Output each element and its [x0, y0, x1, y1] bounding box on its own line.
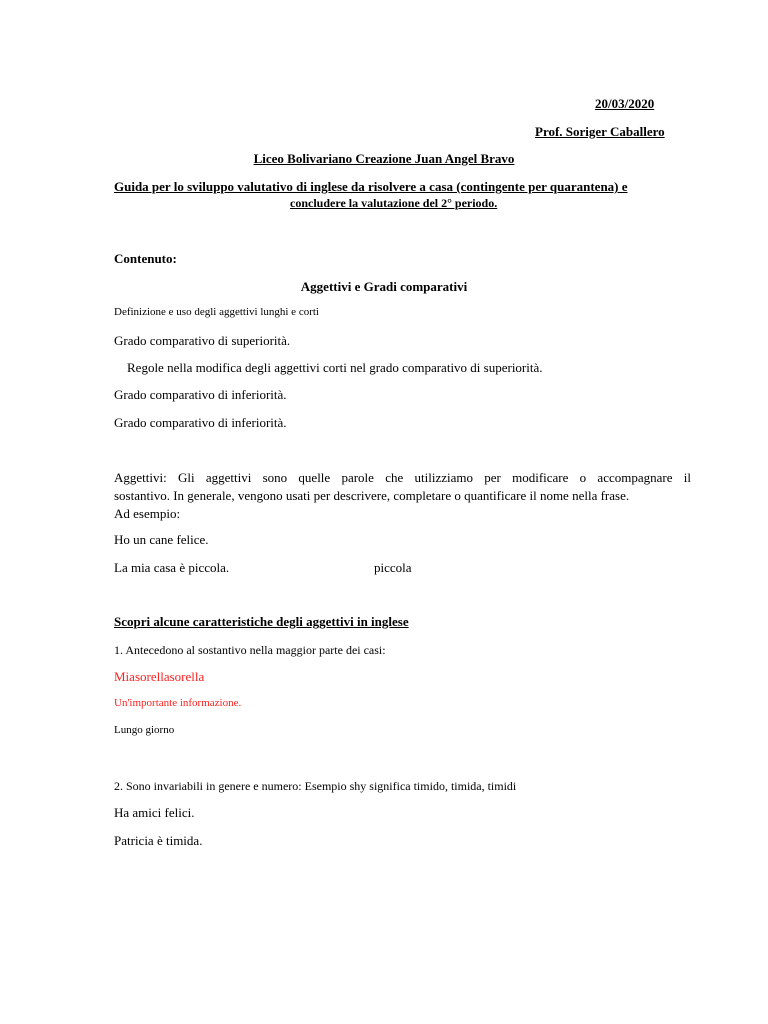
content-heading: Contenuto:	[114, 251, 177, 266]
content-item-2: Grado comparativo di superiorità.	[114, 333, 291, 348]
definition-line-1: Aggettivi: Gli aggettivi sono quelle parole che utilizziamo per modificare o accompagnare il	[114, 470, 691, 485]
school-name: Liceo Bolivariano Creazione Juan Angel Bravo	[253, 151, 515, 166]
example-sentence-3: Ha amici felici.	[114, 805, 195, 820]
example-sentence-1: Ho un cane felice.	[114, 532, 209, 547]
features-heading-text: Scopri alcune caratteristiche degli aggettivi in inglese	[114, 614, 409, 629]
content-item-1: Definizione e uso degli aggettivi lunghi e corti	[114, 306, 319, 318]
content-item-5: Grado comparativo di inferiorità.	[114, 415, 287, 430]
definition-paragraph	[114, 469, 691, 523]
features-heading	[114, 614, 467, 630]
example-word-piccola: piccola	[374, 560, 412, 575]
topic-title: Aggettivi e Gradi comparativi	[300, 279, 468, 294]
feature-point-1: 1. Antecedono al sostantivo nella maggior parte dei casi:	[114, 643, 386, 657]
red-example-1: Miasorellasorella	[114, 669, 205, 684]
example-sentence-4: Patricia è timida.	[114, 833, 203, 848]
guide-title-line2: concludere la valutazione del 2° periodo.	[290, 196, 498, 210]
feature-point-2: 2. Sono invariabili in genere e numero: Esempio shy significa timido, timida, timidi	[114, 779, 517, 793]
example-lungo-giorno: Lungo giorno	[114, 724, 175, 736]
professor-name: Prof. Soriger Caballero	[535, 124, 665, 139]
example-sentence-2: La mia casa è piccola.	[114, 560, 230, 575]
red-example-2: Un'importante informazione.	[114, 697, 242, 709]
content-item-3: Regole nella modifica degli aggettivi corti nel grado comparativo di superiorità.	[127, 360, 543, 375]
example-label: Ad esempio:	[114, 506, 181, 521]
guide-title-line1: Guida per lo sviluppo valutativo di inglese da risolvere a casa (contingente per quarantena) e	[114, 179, 628, 194]
document-date: 20/03/2020	[595, 96, 655, 111]
definition-line-2: sostantivo. In generale, vengono usati per descrivere, completare o quantificare il nome nella frase.	[114, 488, 630, 503]
content-item-4: Grado comparativo di inferiorità.	[114, 387, 287, 402]
